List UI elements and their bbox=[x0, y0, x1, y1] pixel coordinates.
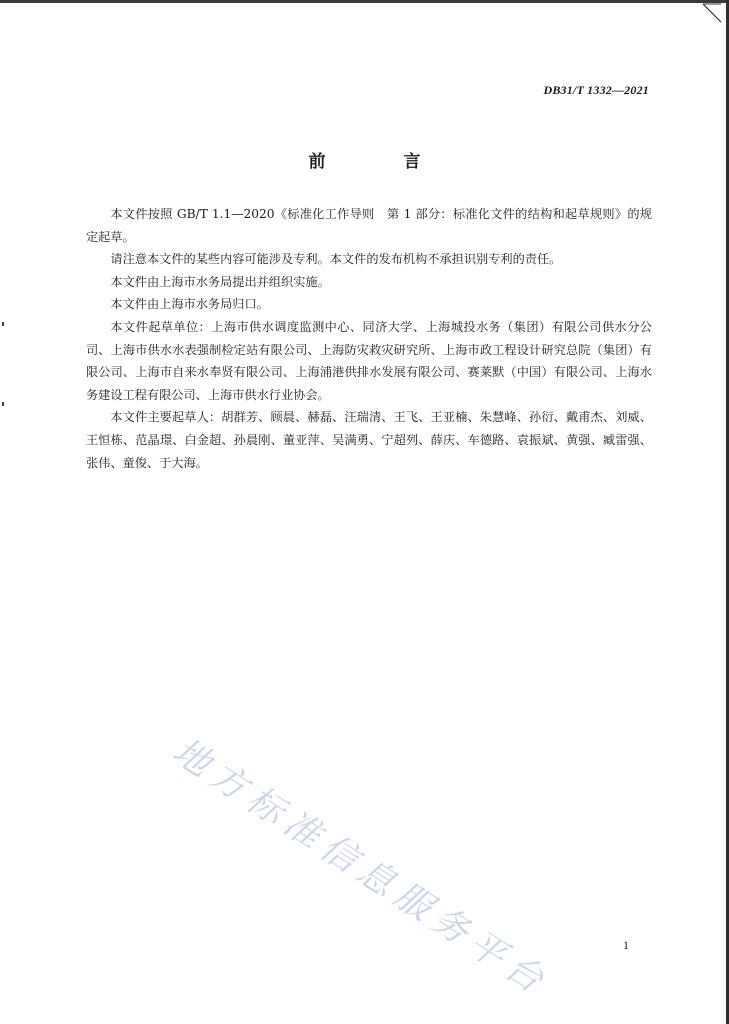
page-number: 1 bbox=[623, 938, 629, 952]
scan-edge-dot bbox=[2, 402, 4, 406]
paragraph-patent-notice: 请注意本文件的某些内容可能涉及专利。本文件的发布机构不承担识别专利的责任。 bbox=[110, 252, 562, 267]
paragraph-drafting-rules: 本文件按照 GB/T 1.1—2020《标准化工作导则 第 1 部分：标准化文件的结构和起草规则》的规定起草。 bbox=[86, 207, 652, 244]
paragraph-proposer: 本文件由上海市水务局提出并组织实施。 bbox=[110, 274, 330, 289]
paragraph-administrator: 本文件由上海市水务局归口。 bbox=[110, 297, 269, 312]
scan-corner-mark bbox=[701, 2, 723, 24]
foreword-body bbox=[86, 203, 652, 474]
paragraph-drafting-units: 本文件起草单位：上海市供水调度监测中心、同济大学、上海城投水务（集团）有限公司供水分公司、上海市供水水表强制检定站有限公司、上海防灾救灾研究所、上海市政工程设计研究总院（集团）有限公司、上海市自来水奉贤有限公司、上海浦港供排水发展有限公司、赛莱默（中国）有限公司、上海水务建设工程有限公司、上海市供水行业协会。 bbox=[86, 319, 652, 402]
page-title: 前 言 bbox=[308, 152, 457, 172]
paragraph-drafters: 本文件主要起草人：胡群芳、顾晨、赫磊、汪瑞清、王飞、王亚楠、朱慧峰、孙衍、戴甫杰、刘威、王恒栋、范晶璟、白金超、孙晨刚、董亚萍、吴满勇、宁超列、薛庆、车德路、袁振斌、黄强、臧雷强、张伟、童俊、于大海。 bbox=[86, 410, 652, 470]
scan-edge-top bbox=[0, 0, 729, 3]
watermark: 地方标准信息服务平台 bbox=[165, 730, 557, 1005]
scan-edge-dot bbox=[2, 322, 4, 326]
standard-code: DB31/T 1332—2021 bbox=[543, 83, 649, 97]
